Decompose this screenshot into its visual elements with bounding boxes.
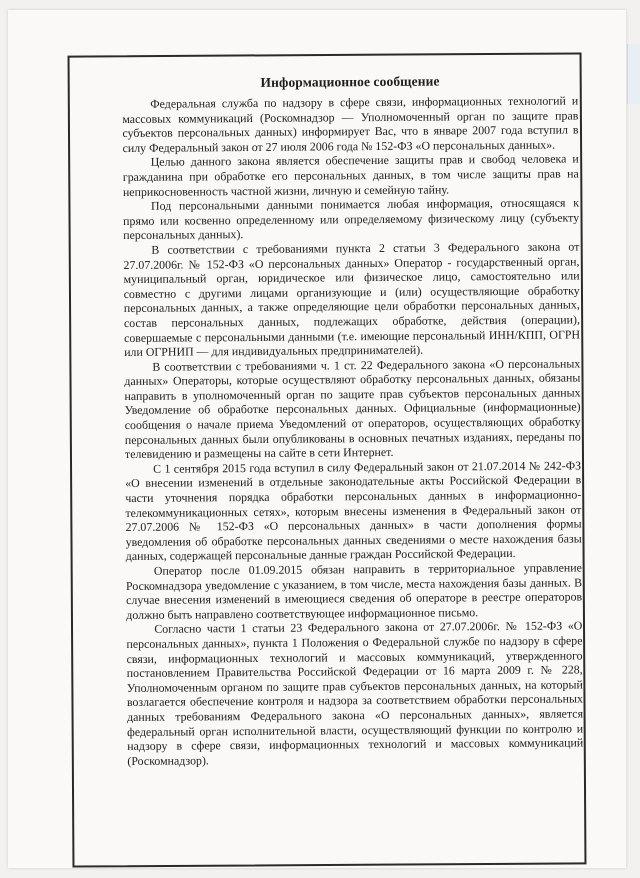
paragraph-operator-duty: Оператор после 01.09.2015 обязан направить в территориальное управление Роскомнадзора уведомление с указанием, в том числе, места нахождения базы данных. В случае внесения изменений в имеющиеся сведения об операторе в реестре операторов должно быть направлено соответствующее информационное письмо. xyxy=(125,560,583,622)
paragraph-law-242: С 1 сентября 2015 года вступил в силу Федеральный закон от 21.07.2014 № 242-ФЗ «О внесении изменений в отдельные законодательные акты Российской Федерации в части уточнения порядка обработки персональных данных в информационно-телекоммуникационных сетях», которым внесены изменения в Федеральный закон от 27.07.2006 № 152-ФЗ «О персональных данных» в части дополнения формы уведомления об обработке персональных данных сведениями о месте нахождения базы данных, содержащей персональные данные граждан Российской Федерации. xyxy=(125,458,582,564)
document-body xyxy=(122,72,583,768)
document-title: Информационное сообщение xyxy=(260,73,440,90)
scan-edge-artifact xyxy=(627,44,640,104)
paragraph-notification: В соответствии с требованиями ч. 1 ст. 22 Федерального закона «О персональных данных» Операторы, которые осуществляют обработку персональных данных, обязаны направить в уполномоченный орган по защите прав субъектов персональных данных Уведомление об обработке персональных данных. Официальные (информационные) сообщения о начале приема Уведомлений от операторов, осуществляющих обработку персональных данных были опубликованы в основных печатных изданиях, переданы по телевидению и размещены на сайте в сети Интернет. xyxy=(124,356,581,462)
paragraph-definition: Под персональными данными понимается любая информация, относящаяся к прямо или косвенно определенному или определяемому физическому лицу (субъекту персональных данных). xyxy=(123,195,580,243)
paragraph-authority: Согласно части 1 статьи 23 Федерального закона от 27.07.2006г. № 152-ФЗ «О персональных данных», пункта 1 Положения о Федеральной службе по надзору в сфере связи, информационных технологий и массовых коммуникаций, утвержденного постановлением Правительства Российской Федерации от 16 марта 2009 г. № 228, Уполномоченным органом по защите прав субъектов персональных данных, на который возлагается обеспечение контроля и надзора за соответствием обработки персональных данных требованиям Федерального закона «О персональных данных», является федеральный орган исполнительной власти, осуществляющий функции по контролю и надзору в сфере связи, информационных технологий и массовых коммуникаций (Роскомнадзор). xyxy=(126,618,584,768)
scanned-page xyxy=(8,10,626,868)
paragraph-intro: Федеральная служба по надзору в сфере связи, информационных технологий и массовых коммуникаций (Роскомнадзор — Уполномоченный орган по защите прав субъектов персональных данных) информирует Вас, что в январе 2007 года вступил в силу Федеральный закон от 27 июля 2006 года № 152-ФЗ «О персональных данных». xyxy=(122,93,579,155)
paragraph-purpose: Целью данного закона является обеспечение защиты прав и свобод человека и гражданина при обработке его персональных данных, в том числе защиты прав на неприкосновенность частной жизни, личную и семейную тайну. xyxy=(122,151,579,199)
paragraph-operator: В соответствии с требованиями пункта 2 статьи 3 Федерального закона от 27.07.2006г. № 152-ФЗ «О персональных данных» Оператор - государственный орган, муниципальный орган, юридическое или физическое лицо, самостоятельно или совместно с другими лицами организующие и (или) осуществляющие обработку персональных данных, а также определяющие цели обработки персональных данных, состав персональных данных, подлежащих обработке, действия (операции), совершаемые с персональными данными (т.е. имеющие персональный ИНН/КПП, ОГРН или ОГРНИП — для индивидуальных предпринимателей). xyxy=(123,239,581,360)
